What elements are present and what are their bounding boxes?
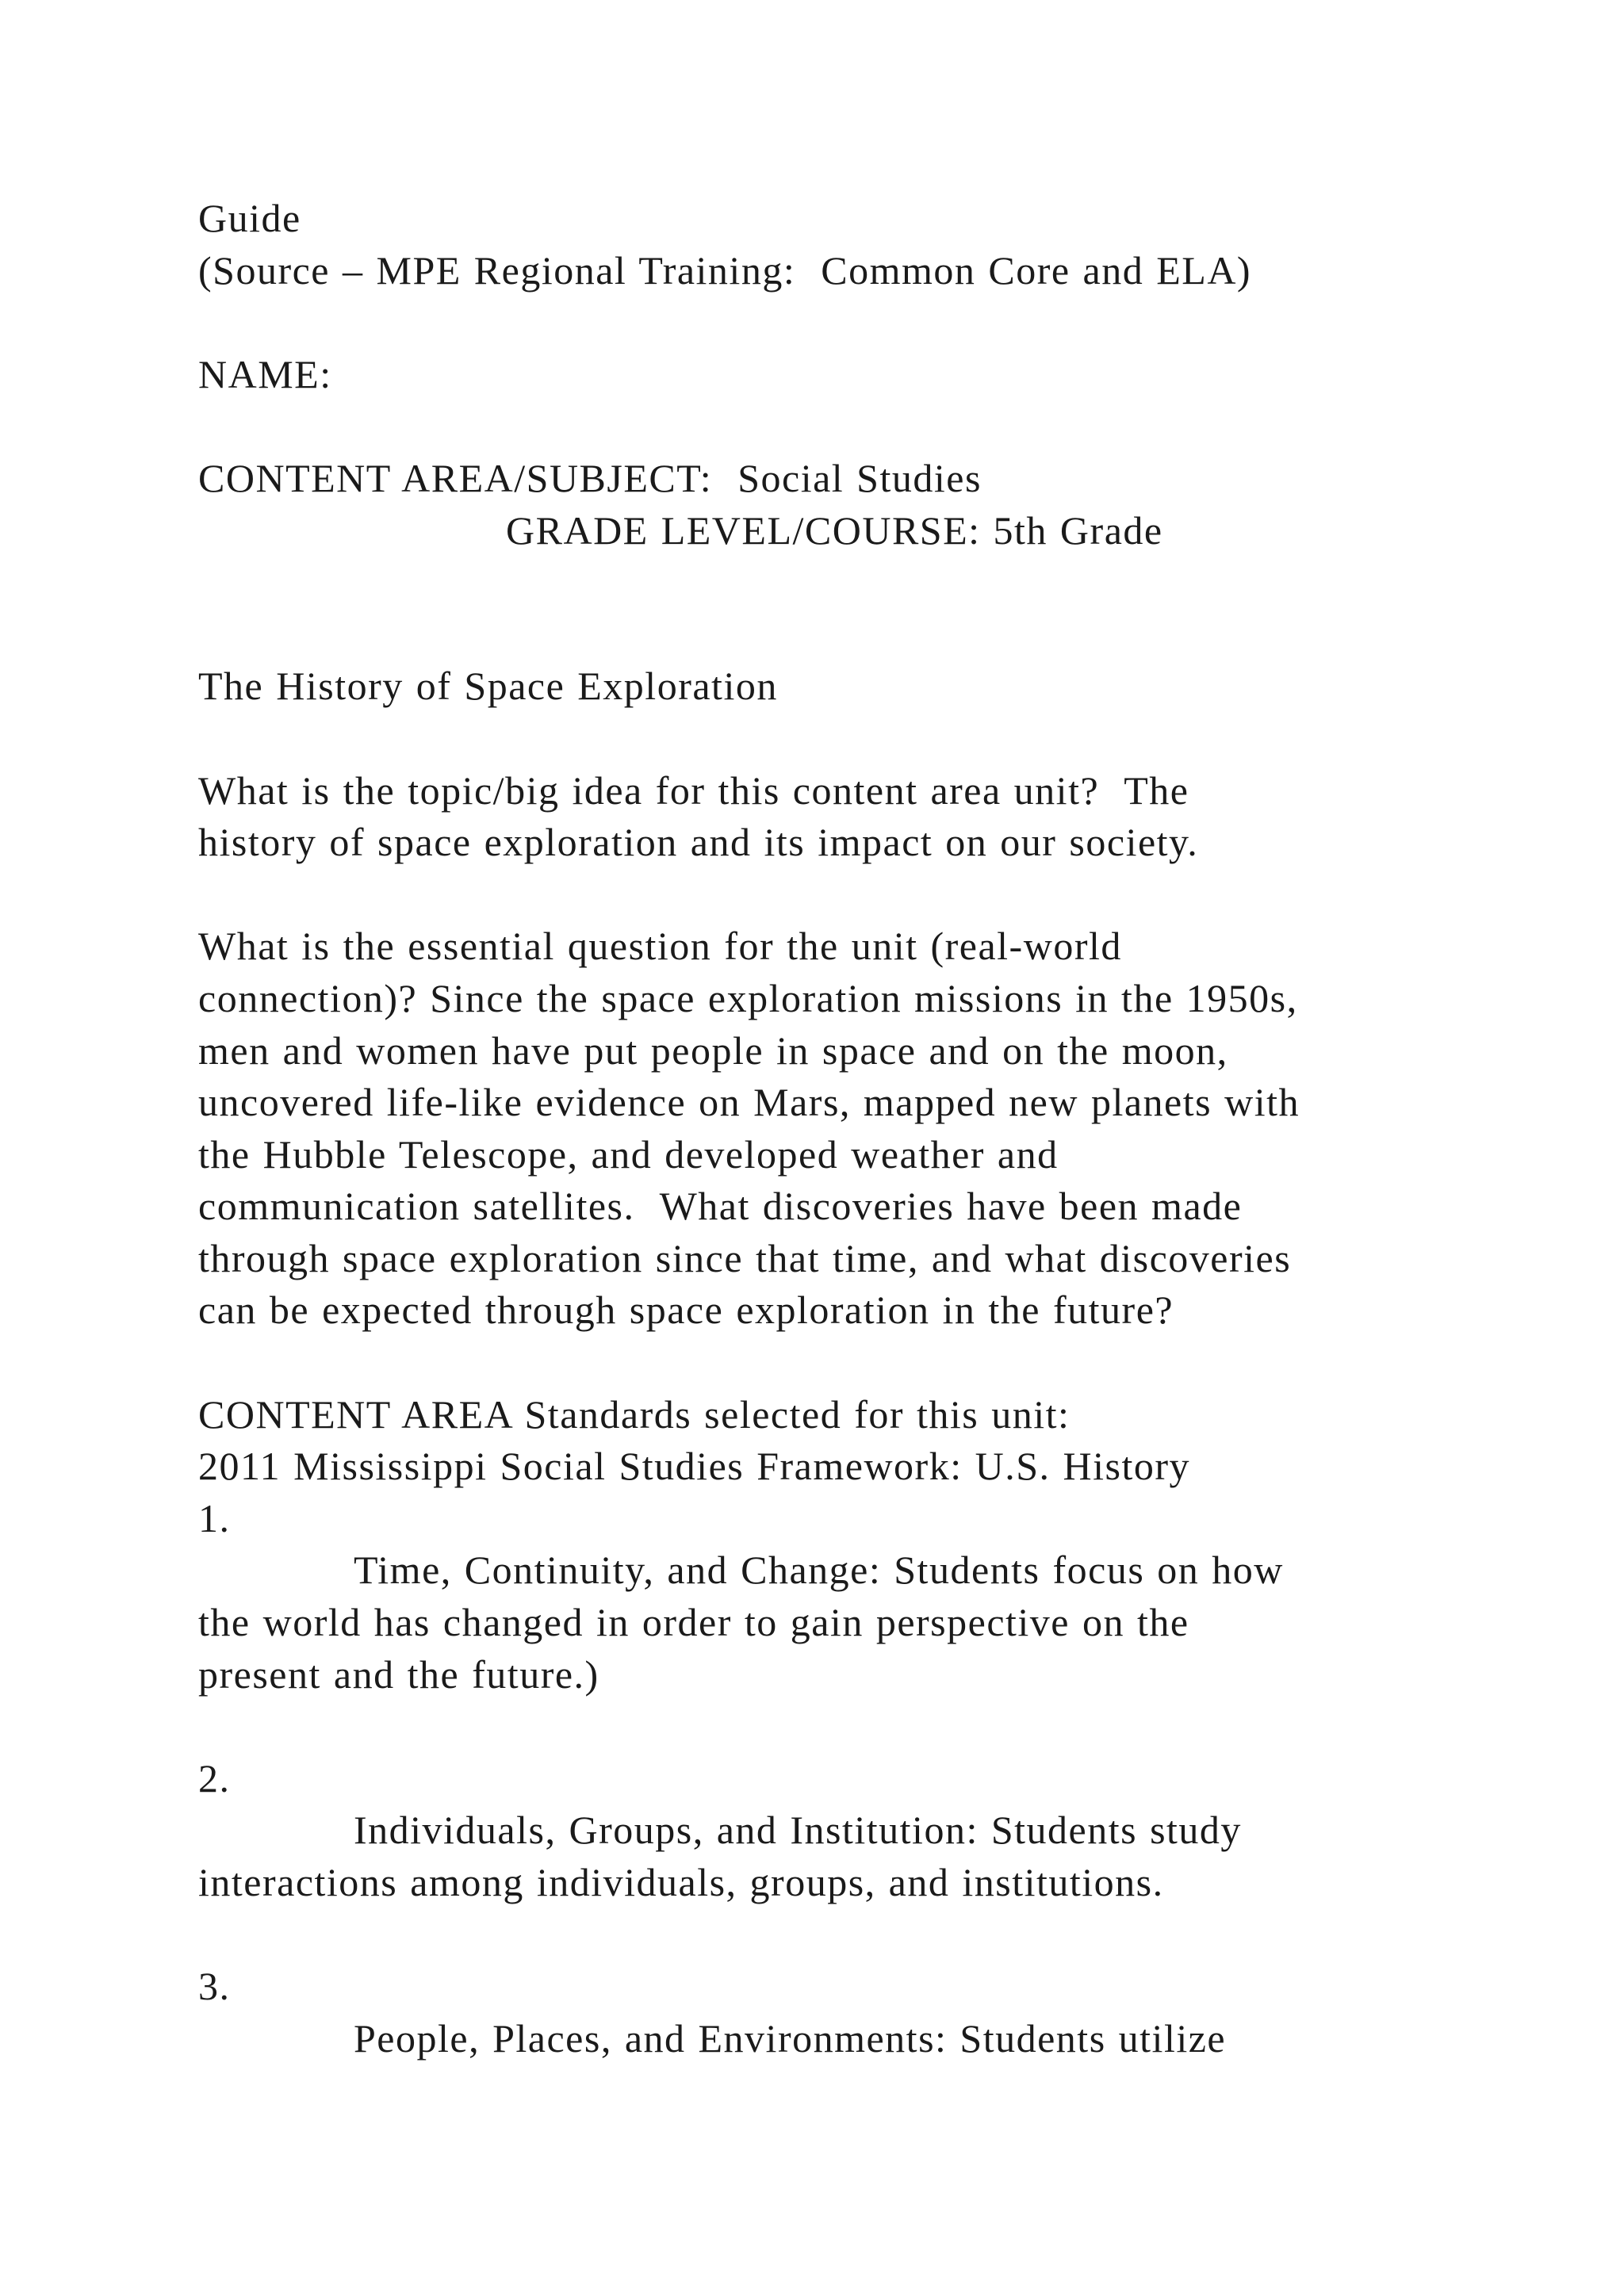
essential-question-line: the Hubble Telescope, and developed weather and: [198, 1131, 1059, 1177]
standards-framework: 2011 Mississippi Social Studies Framework: U.S. History: [198, 1444, 1191, 1489]
standard-first-line: People, Places, and Environments: Students utilize: [354, 2015, 1227, 2061]
document-body: [198, 193, 1546, 2064]
unit-title: The History of Space Exploration: [198, 664, 778, 709]
standard-first-line: Individuals, Groups, and Institution: Students study: [354, 1808, 1242, 1853]
grade-level-line: GRADE LEVEL/COURSE: 5th Grade: [506, 507, 1163, 553]
source-line: (Source – MPE Regional Training: Common Core and ELA): [198, 247, 1252, 293]
essential-question-line: What is the essential question for the unit (real-world: [198, 924, 1122, 969]
topic-line: history of space exploration and its impact on our society.: [198, 820, 1199, 865]
standard-number: 3.: [198, 1964, 231, 2009]
standards-heading: CONTENT AREA Standards selected for this unit:: [198, 1391, 1071, 1437]
essential-question-line: connection)? Since the space exploration missions in the 1950s,: [198, 975, 1298, 1020]
standard-continuation-line: present and the future.): [198, 1651, 599, 1697]
essential-question-line: uncovered life-like evidence on Mars, mapped new planets with: [198, 1080, 1300, 1125]
content-area-line: CONTENT AREA/SUBJECT: Social Studies: [198, 455, 982, 500]
standard-continuation-line: interactions among individuals, groups, and institutions.: [198, 1860, 1164, 1904]
blank-line: [198, 1909, 1546, 1961]
standard-number: 2.: [198, 1755, 231, 1800]
blank-line: [198, 400, 1546, 453]
standard-continuation-line: the world has changed in order to gain perspective on the: [198, 1600, 1189, 1645]
essential-question-line: through space exploration since that time, and what discoveries: [198, 1235, 1292, 1280]
essential-question-line: can be expected through space exploration in the future?: [198, 1288, 1174, 1333]
standard-first-line: Time, Continuity, and Change: Students focus on how: [354, 1548, 1284, 1593]
blank-line: [198, 1337, 1546, 1389]
guide-heading: Guide: [198, 196, 301, 240]
essential-question-line: men and women have put people in space and on the moon,: [198, 1027, 1228, 1073]
blank-line: [198, 713, 1546, 765]
essential-question-line: communication satellites. What discoveries have been made: [198, 1184, 1243, 1229]
blank-line: [198, 609, 1546, 661]
topic-line: What is the topic/big idea for this content area unit? The: [198, 767, 1189, 813]
blank-line: [198, 869, 1546, 921]
blank-line: [198, 557, 1546, 609]
standard-number: 1.: [198, 1495, 231, 1540]
name-label: NAME:: [198, 351, 332, 396]
blank-line: [198, 1701, 1546, 1753]
blank-line: [198, 297, 1546, 349]
